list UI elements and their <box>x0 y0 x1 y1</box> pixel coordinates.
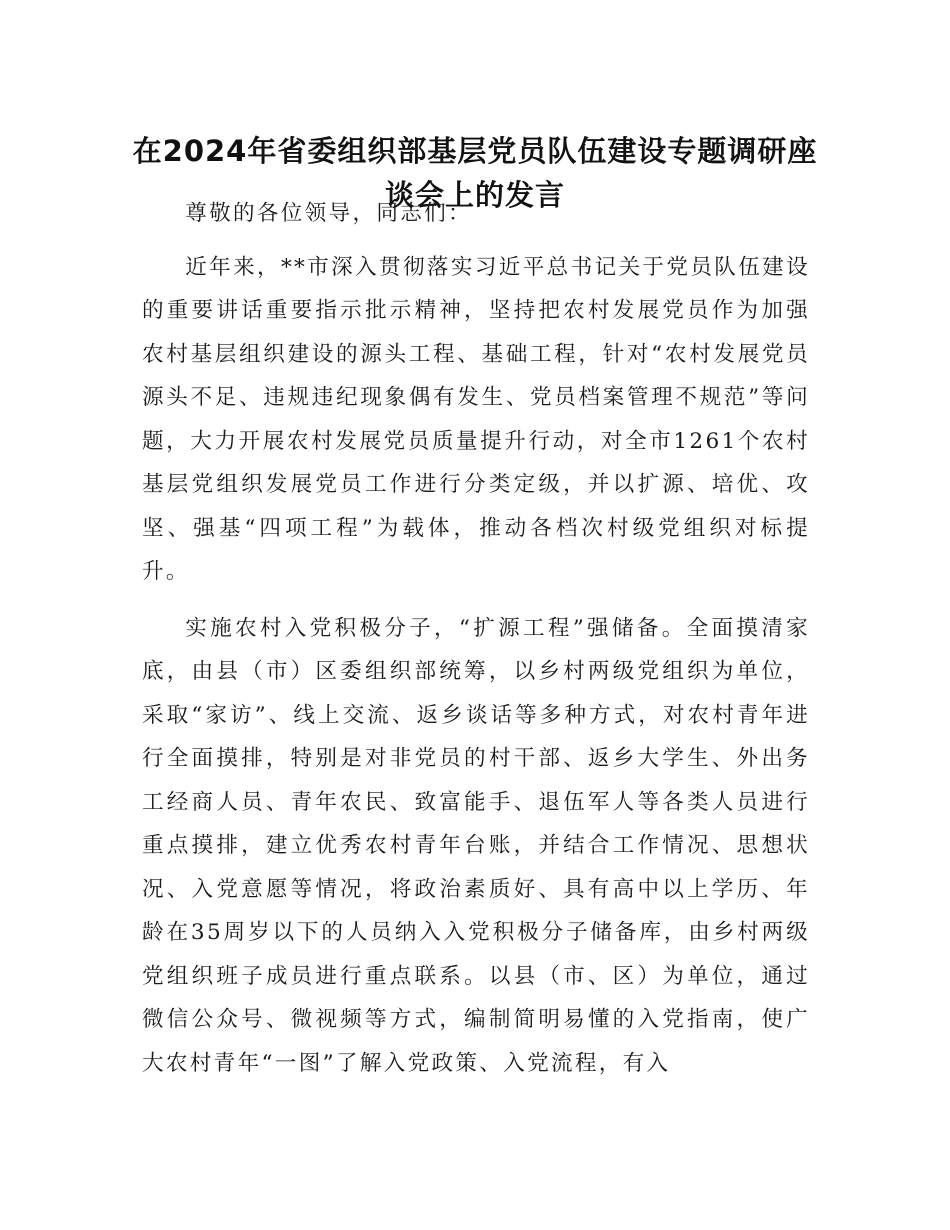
salutation: 尊敬的各位领导，同志们： <box>185 201 472 226</box>
paragraph-intro: 近年来，**市深入贯彻落实习近平总书记关于党员队伍建设的重要讲话重要指示批示精神，坚持把农村发展党员作为加强农村基层组织建设的源头工程、基础工程，针对“农村发展党员源头不足、违规违纪现象偶有发生、党员档案管理不规范”等问题，大力开展农村发展党员质量提升行动，对全市1261个农村基层党组织发展党员工作进行分类定级，并以扩源、培优、攻坚、强基“四项工程”为载体，推动各档次村级党组织对标提升。 <box>142 254 810 584</box>
paragraph-expansion-project: 实施农村入党积极分子，“扩源工程”强储备。全面摸清家底，由县（市）区委组织部统筹，以乡村两级党组织为单位，采取“家访”、线上交流、返乡谈话等多种方式，对农村青年进行全面摸排，特别是对非党员的村干部、返乡大学生、外出务工经商人员、青年农民、致富能手、退伍军人等各类人员进行重点摸排，建立优秀农村青年台账，并结合工作情况、思想状况、入党意愿等情况，将政治素质好、具有高中以上学历、年龄在35周岁以下的人员纳入入党积极分子储备库，由乡村两级党组织班子成员进行重点联系。以县（市、区）为单位，通过微信公众号、微视频等方式，编制简明易懂的入党指南，使广大农村青年“一图”了解入党政策、入党流程，有入 <box>142 615 810 1076</box>
document-title: 在2024年省委组织部基层党员队伍建设专题调研座谈会上的发言 <box>132 134 818 213</box>
document-body <box>142 192 810 1098</box>
